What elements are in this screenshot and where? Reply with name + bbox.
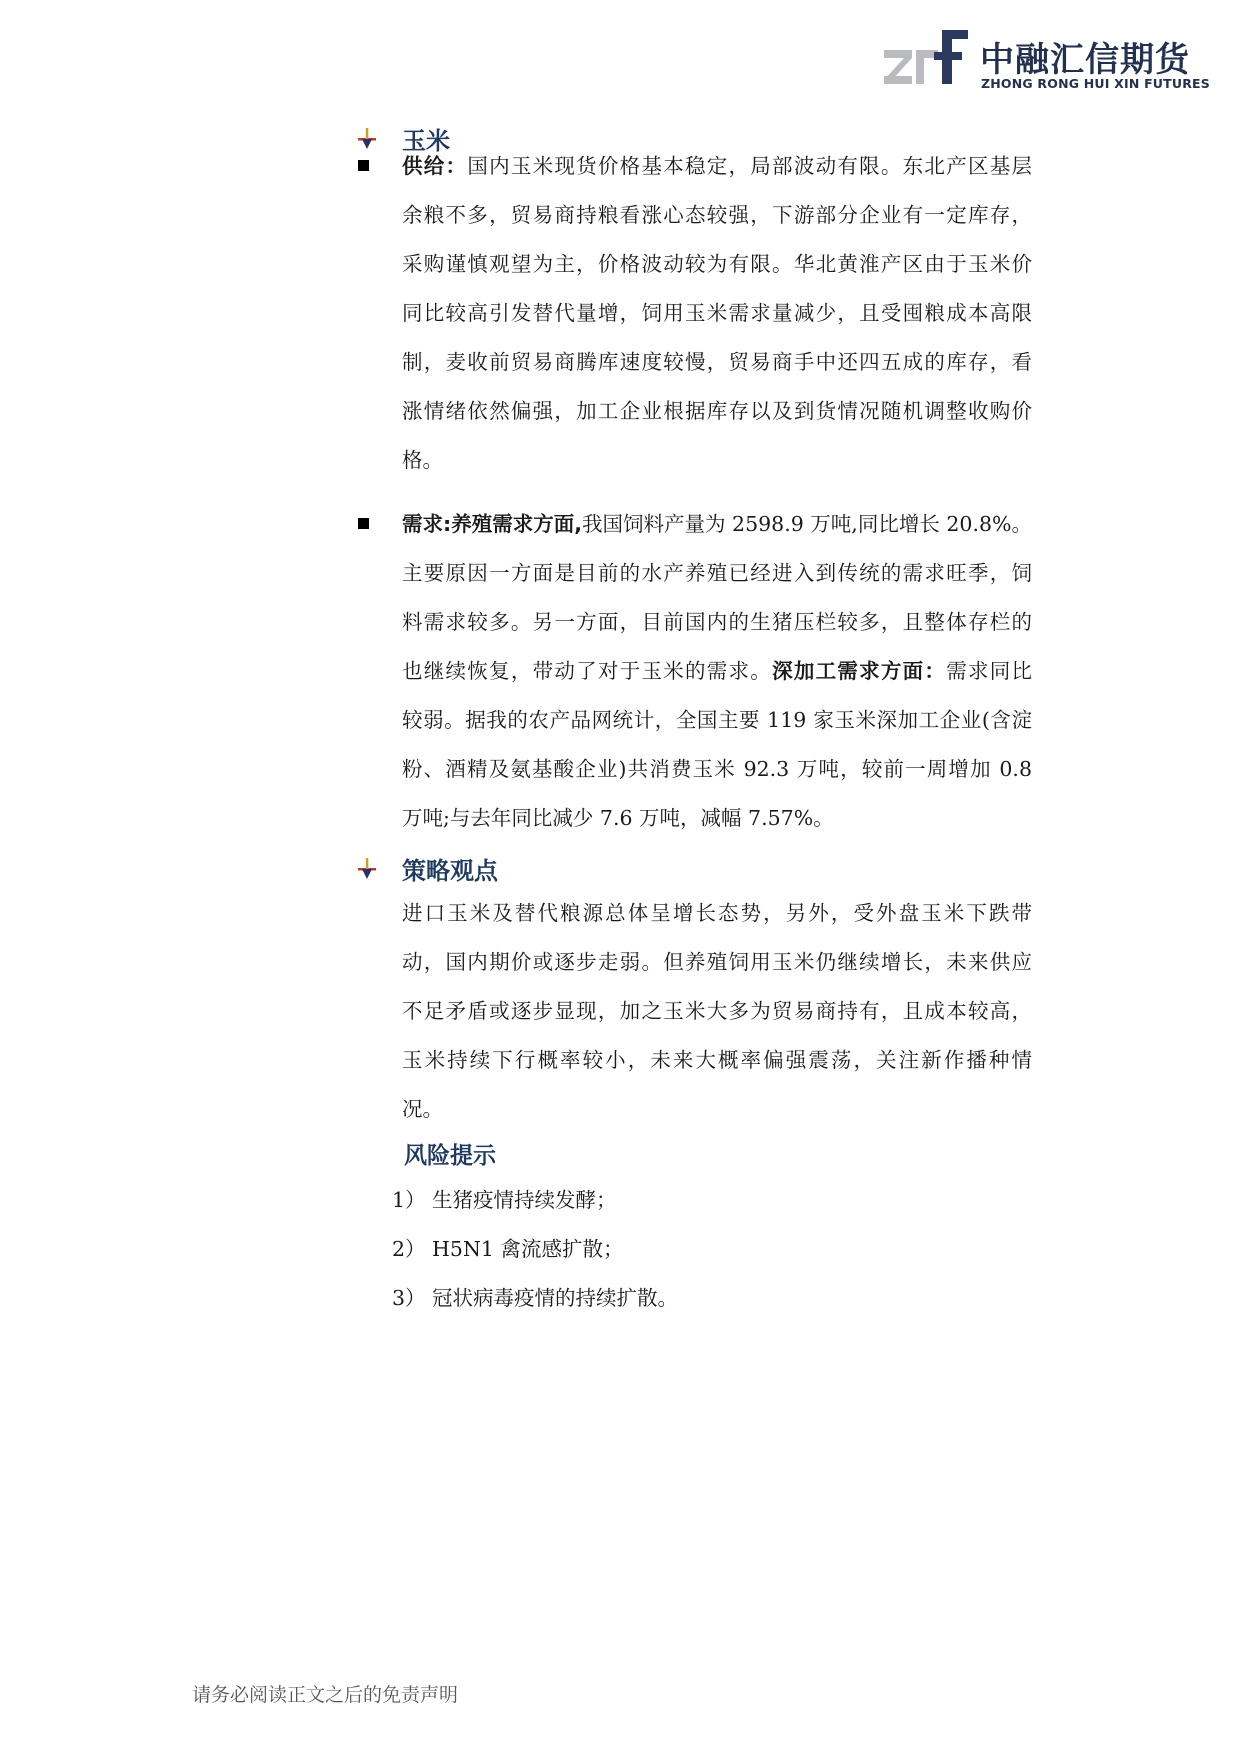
arrow-bullet-icon bbox=[356, 858, 378, 880]
risk-item: 1） 生猪疫情持续发酵； bbox=[392, 1188, 617, 1212]
text-line: 动，国内期价或逐步走弱。但养殖饲用玉米仍继续增长，未来供应 bbox=[402, 950, 1032, 974]
logo-mark-f bbox=[934, 30, 968, 84]
text-line: 采购谨慎观望为主，价格波动较为有限。华北黄淮产区由于玉米价 bbox=[402, 252, 1032, 276]
text-line: 较弱。据我的农产品网统计，全国主要 119 家玉米深加工企业(含淀 bbox=[402, 708, 1032, 732]
text-line-content: 也继续恢复，带动了对于玉米的需求。 bbox=[402, 659, 773, 683]
disclaimer-footer: 请务必阅读正文之后的免责声明 bbox=[192, 1684, 459, 1706]
logo-name-en: ZHONG RONG HUI XIN FUTURES bbox=[981, 76, 1210, 91]
text-line: 余粮不多，贸易商持粮看涨心态较强，下游部分企业有一定库存， bbox=[402, 203, 1032, 227]
text-line: 玉米持续下行概率较小，未来大概率偏强震荡，关注新作播种情 bbox=[402, 1048, 1032, 1072]
text-line: 主要原因一方面是目前的水产养殖已经进入到传统的需求旺季，饲 bbox=[402, 561, 1032, 585]
text-line: 况。 bbox=[402, 1097, 443, 1121]
text-line: 涨情绪依然偏强，加工企业根据库存以及到货情况随机调整收购价 bbox=[402, 399, 1032, 423]
heading-text: 策略观点 bbox=[402, 857, 498, 885]
company-logo bbox=[884, 28, 1210, 94]
text-line: 进口玉米及替代粮源总体呈增长态势，另外，受外盘玉米下跌带 bbox=[402, 901, 1032, 925]
square-bullet-icon bbox=[358, 160, 369, 171]
deep-processing-label: 深加工需求方面： bbox=[772, 659, 947, 683]
text-line-content: 国内玉米现货价格基本稳定，局部波动有限。东北产区基层 bbox=[467, 154, 1033, 178]
text-line bbox=[402, 653, 1032, 702]
logo-mark-z bbox=[884, 50, 912, 84]
text-line bbox=[402, 148, 1032, 197]
demand-label: 需求:养殖需求方面, bbox=[402, 512, 583, 536]
text-line: 万吨;与去年同比减少 7.6 万吨，减幅 7.57%。 bbox=[402, 806, 834, 830]
supply-label: 供给： bbox=[402, 154, 468, 178]
text-line-content: 我国饲料产量为 2598.9 万吨,同比增长 20.8%。 bbox=[582, 512, 1032, 536]
text-line: 粉、酒精及氨基酸企业)共消费玉米 92.3 万吨，较前一周增加 0.8 bbox=[402, 757, 1032, 781]
demand-text bbox=[402, 506, 1032, 849]
supply-text bbox=[402, 148, 1032, 491]
risk-item: 2） H5N1 禽流感扩散； bbox=[392, 1237, 624, 1261]
heading-text: 玉米 bbox=[402, 127, 450, 155]
text-line: 制，麦收前贸易商腾库速度较慢，贸易商手中还四五成的库存，看 bbox=[402, 350, 1032, 374]
arrow-bullet-icon bbox=[356, 128, 378, 150]
zrf-logo-icon bbox=[884, 28, 976, 92]
logo-name-cn: 中融汇信期货 bbox=[980, 40, 1190, 80]
risk-item: 3） 冠状病毒疫情的持续扩散。 bbox=[392, 1286, 679, 1310]
risk-heading: 风险提示 bbox=[404, 1143, 496, 1169]
text-line: 料需求较多。另一方面，目前国内的生猪压栏较多，且整体存栏的 bbox=[402, 610, 1032, 634]
square-bullet-icon bbox=[358, 518, 369, 529]
strategy-paragraph bbox=[402, 895, 1032, 1140]
text-line: 不足矛盾或逐步显现，加之玉米大多为贸易商持有，且成本较高， bbox=[402, 999, 1032, 1023]
text-line: 格。 bbox=[402, 448, 443, 472]
risk-list bbox=[392, 1182, 678, 1329]
text-line: 同比较高引发替代量增，饲用玉米需求量减少，且受囤粮成本高限 bbox=[402, 301, 1032, 325]
text-line bbox=[402, 506, 1032, 555]
text-line-content: 需求同比 bbox=[946, 659, 1033, 683]
